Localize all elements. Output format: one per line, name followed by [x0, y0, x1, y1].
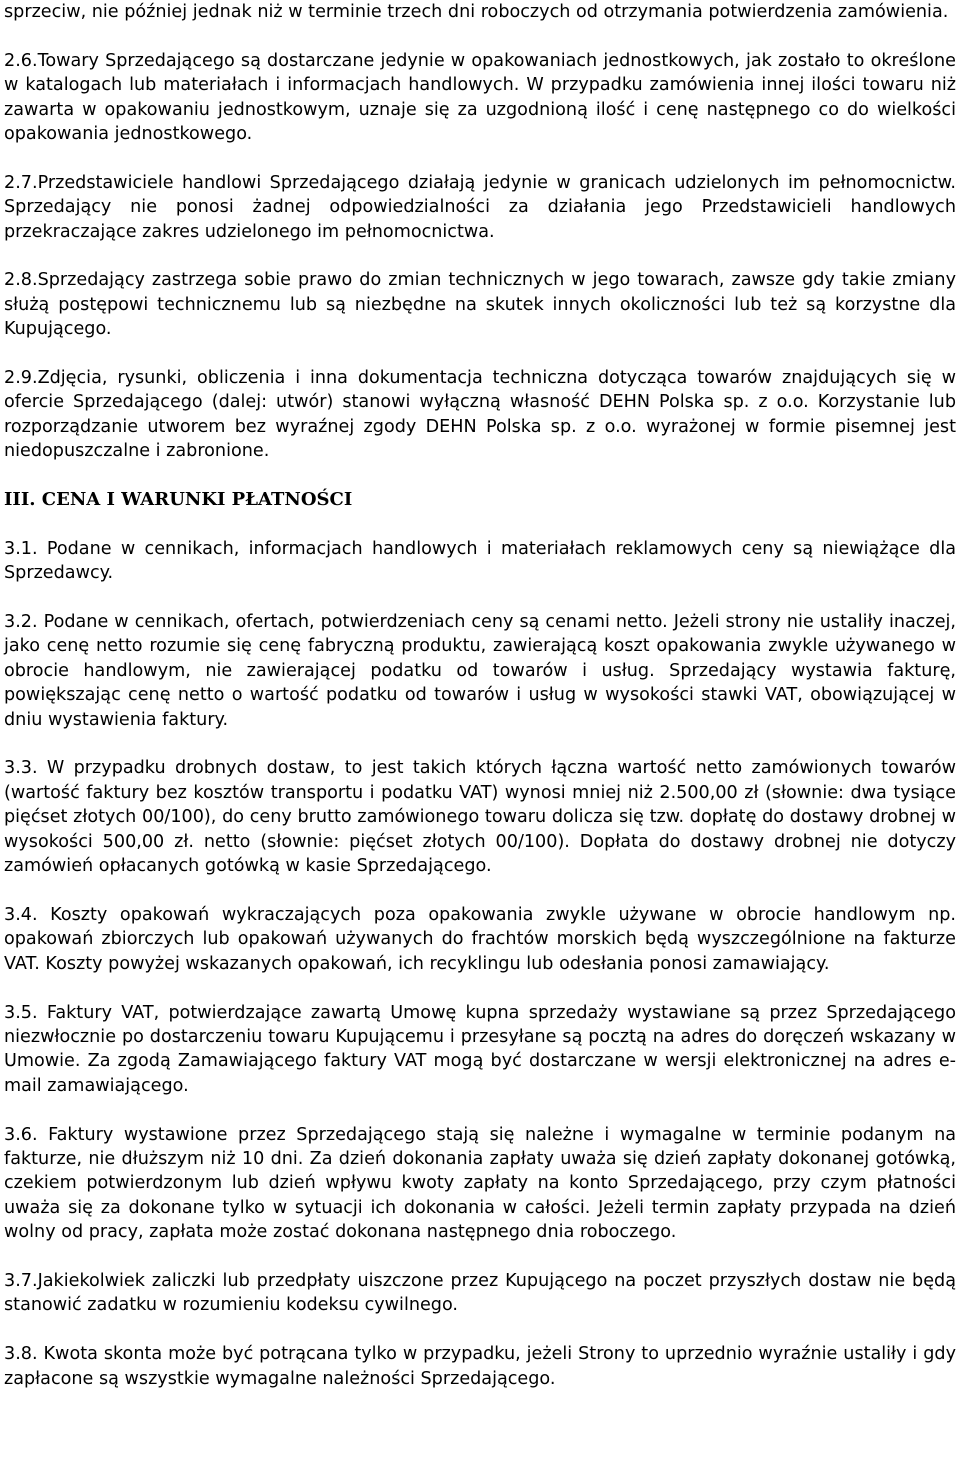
paragraph-2-6: 2.6.Towary Sprzedającego są dostarczane jedynie w opakowaniach jednostkowych, jak zostało to określone w katalogach lub materiałach i informacjach handlowych. W przypadku zamówienia innej ilości towaru niż zawarta w opakowaniu jednostkowym, uznaje się za uzgodnioną ilość i cenę następnego co do wielkości opakowania jednostkowego.	[4, 50, 956, 145]
paragraph-3-4: 3.4. Koszty opakowań wykraczających poza opakowania zwykle używane w obrocie handlowym np. opakowań zbiorczych lub opakowań używanych do frachtów morskich będą wyszczególnione na fakturze VAT. Koszty powyżej wskazanych opakowań, ich recyklingu lub odesłania ponosi zamawiający.	[4, 904, 956, 974]
paragraph-3-3: 3.3. W przypadku drobnych dostaw, to jest takich których łączna wartość netto zamówionych towarów (wartość faktury bez kosztów transportu i podatku VAT) wynosi mniej niż 2.500,00 zł (słownie: dwa tysiące pięćset złotych 00/100), do ceny brutto zamówionego towaru dolicza się tzw. dopłatę do dostawy drobnej w wysokości 500,00 zł. netto (słownie: pięćset złotych 00/100). Dopłata do dostawy drobnej nie dotyczy zamówień opłacanych gotówką w kasie Sprzedającego.	[4, 758, 956, 877]
paragraph-3-5: 3.5. Faktury VAT, potwierdzające zawartą Umowę kupna sprzedaży wystawiane są przez Sprzedającego niezwłocznie po dostarczeniu towaru Kupującemu i przesyłane są pocztą na adres do doręczeń wskazany w Umowie. Za zgodą Zamawiającego faktury VAT mogą być dostarczane w wersji elektronicznej na adres e-mail zamawiającego.	[4, 1002, 956, 1096]
paragraph-3-6: 3.6. Faktury wystawione przez Sprzedającego stają się należne i wymagalne w terminie podanym na fakturze, nie dłuższym niż 10 dni. Za dzień dokonania zapłaty uważa się dzień zapłaty dokonanej gotówką, czekiem potwierdzonym lub dzień wpływu kwoty zapłaty na konto Sprzedającego, przy czym płatności uważa się za dokonane tylko w sytuacji ich dokonania w całości. Jeżeli termin zapłaty przypada na dzień wolny od pracy, zapłata może zostać dokonana następnego dnia roboczego.	[4, 1124, 956, 1243]
section-heading-iii: III. CENA I WARUNKI PŁATNOŚCI	[4, 489, 353, 511]
paragraph-2-8: 2.8.Sprzedający zastrzega sobie prawo do zmian technicznych w jego towarach, zawsze gdy takie zmiany służą postępowi technicznemu lub są niezbędne na skutek innych okoliczności lub też są korzystne dla Kupującego.	[4, 270, 956, 340]
paragraph-3-7: 3.7.Jakiekolwiek zaliczki lub przedpłaty uiszczone przez Kupującego na poczet przyszłych dostaw nie będą stanowić zadatku w rozumieniu kodeksu cywilnego.	[4, 1270, 956, 1316]
paragraph-2-9: 2.9.Zdjęcia, rysunki, obliczenia i inna dokumentacja techniczna dotycząca towarów znajdujących się w ofercie Sprzedającego (dalej: utwór) stanowi wyłączną własność DEHN Polska sp. z o.o. Korzystanie lub rozporządzanie utworem bez wyraźnej zgody DEHN Polska sp. z o.o. wyrażonej w formie pisemnej jest niedopuszczalne i zabronione.	[4, 368, 956, 462]
paragraph-2-7: 2.7.Przedstawiciele handlowi Sprzedającego działają jedynie w granicach udzielonych im pełnomocnictw. Sprzedający nie ponosi żadnej odpowiedzialności za działania jego Przedstawicieli handlowych przekraczające zakres udzielonego im pełnomocnictwa.	[4, 172, 956, 242]
paragraph-3-1: 3.1. Podane w cennikach, informacjach handlowych i materiałach reklamowych ceny są niewiążące dla Sprzedawcy.	[4, 538, 956, 584]
paragraph-3-2: 3.2. Podane w cennikach, ofertach, potwierdzeniach ceny są cenami netto. Jeżeli strony nie ustaliły inaczej, jako cenę netto rozumie się cenę fabryczną produktu, zawierającą koszt opakowania zwykle używanego w obrocie handlowym, nie zawierającej podatku od towarów i usług. Sprzedający wystawia fakturę, powiększając cenę netto o wartość podatku od towarów i usług w wysokości stawki VAT, obowiązującej w dniu wystawienia faktury.	[4, 612, 956, 730]
document-page	[4, 0, 956, 1391]
paragraph-3-8: 3.8. Kwota skonta może być potrącana tylko w przypadku, jeżeli Strony to uprzednio wyraźnie ustaliły i gdy zapłacone są wszystkie wymagalne należności Sprzedającego.	[4, 1344, 956, 1389]
paragraph-2-5-continuation: sprzeciw, nie później jednak niż w terminie trzech dni roboczych od otrzymania potwierdzenia zamówienia.	[4, 2, 949, 22]
